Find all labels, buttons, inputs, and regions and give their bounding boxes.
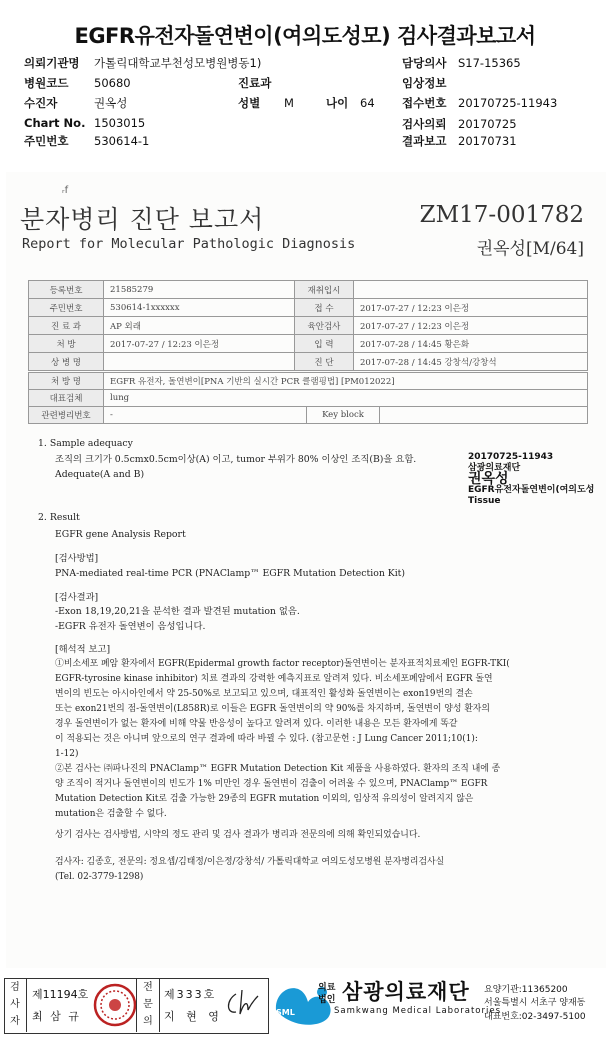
specialist-name: 지 현 영 [164,1010,223,1023]
method-heading: [검사방법] [55,553,99,564]
table-cell: 접 수 [294,299,353,317]
corp-tag-2: 법인 [318,995,336,1005]
corp-name: 삼광의료재단 [342,980,470,1004]
result-subtitle: EGFR gene Analysis Report [55,529,186,540]
paragraph-line: 양 조직이 적거나 돌연변이의 빈도가 1% 미만인 경우 돌연변이 검출이 어려울 수 있으며, PNAClamp™ EGFR [55,779,488,789]
tester-name: 최 삼 규 [32,1010,81,1023]
table-cell: 2017-07-27 / 12:23 이은정 [104,335,295,353]
table-cell: 입 력 [294,335,353,353]
table-row [29,373,588,390]
seal-icon [92,982,138,1028]
method-text: PNA-mediated real-time PCR (PNAClamp™ EGFR Mutation Detection Kit) [55,568,406,579]
signature-icon [222,986,262,1020]
adequacy-criteria: 조직의 크기가 0.5cmx0.5cm이상(A) 이고, tumor 부위가 80% 이상인 조직(B)을 요함. [55,454,417,465]
specialist-vertical-label [136,978,160,1032]
corp-name-en: Samkwang Medical Laboratories [334,1006,502,1016]
table-row [29,281,588,299]
section-result-title: 2. Result [38,512,80,523]
table-cell: 2017-07-28 / 14:45 황은화 [353,335,587,353]
result-line-2: -EGFR 유전자 돌연변이 음성입니다. [55,621,206,632]
table-row [29,335,588,353]
table-row [29,390,588,407]
report-title: EGFR유전자돌연변이(여의도성모) 검사결과보고서 [74,24,536,48]
corp-address: 서울특별시 서초구 양재동 [484,998,586,1008]
info-receipt-no: 접수번호 20170725-11943 [402,96,558,110]
info-doctor: 담당의사 S17-15365 [402,56,521,70]
signature [222,986,262,1024]
table-cell [380,407,588,424]
table-cell: 2017-07-27 / 12:23 이은정 [353,299,587,317]
table-cell: - [104,407,307,424]
info-patient: 수진자 권옥성 [24,96,128,110]
info-department: 진료과 [238,76,272,90]
table-row [29,317,588,335]
result-line-1: -Exon 18,19,20,21을 분석한 결과 발견된 mutation 없음. [55,606,300,617]
info-clinical: 임상정보 [402,76,447,90]
paragraph-line: EGFR-tyrosine kinase inhibitor) 치료 결과의 강력한 예측지표로 알려져 있다. 비소세포폐암에서 EGFR 돌연 [55,674,493,684]
table-cell: 21585279 [104,281,295,299]
interpretation-paragraph-1 [55,657,510,762]
tester-vertical-label [4,978,27,1032]
table-row [29,353,588,371]
meta-table [28,280,588,371]
corp-tag-1: 의료 [318,983,336,993]
interpretation-paragraph-2 [55,762,500,822]
table-cell [104,353,295,371]
table-cell: 처 방 [29,335,104,353]
label-test: EGFR유전자돌연변이(여의도성 [468,485,595,495]
table-row [29,407,588,424]
paragraph-line: 1-12) [55,749,79,759]
order-table [28,372,588,424]
info-hospital-code: 병원코드 50680 [24,76,131,90]
table-cell: 상 병 명 [29,353,104,371]
table-cell: 처 방 명 [29,373,104,390]
table-cell: 2017-07-27 / 12:23 이은정 [353,317,587,335]
interpretation-heading: [해석적 보고] [55,644,111,655]
table-cell: 재취입시 [294,281,353,299]
adequacy-result: Adequate(A and B) [55,469,145,480]
info-institution: 의뢰기관명 가톨릭대학교부천성모병원병동1) [24,56,262,70]
label-patient: 권옥성 [468,471,509,487]
info-resident-no: 주민번호 530614-1 [24,134,150,148]
table-cell: 관련병리번호 [29,407,104,424]
paragraph-line: ②본 검사는 ㈜파나진의 PNAClamp™ EGFR Mutation Detection Kit 제품을 사용하였다. 환자의 조직 내에 종 [55,764,501,774]
paragraph-line: 또는 exon21번의 점-돌연변이(L858R)로 이들은 EGFR 돌연변이의 약 90%를 차지하며, 돌연변이 양성 환자의 [55,704,490,714]
confirmation-statement: 상기 검사는 검사방법, 시약의 정도 관리 및 검사 결과가 병리과 전문의에 의해 확인되었습니다. [55,830,421,840]
paragraph-line: 변이의 빈도는 아시아인에서 약 25-50%로 보고되고 있으며, 대표적인 활성화 돌연변이는 exon19번의 결손 [55,689,473,699]
specimen-label [468,452,594,507]
specialist-license: 제333호 [164,988,217,1001]
info-request-date: 검사의뢰 20170725 [402,117,517,131]
specialist-label: 전문의 [143,982,153,1027]
table-cell: 대표검체 [29,390,104,407]
paragraph-line: 경우 돌연변이가 없는 환자에 비해 약물 반응성이 높다고 알려져 있다. 이러한 내용은 모든 환자에게 똑같 [55,719,458,729]
info-age: 나이 64 [326,96,375,110]
paragraph-line: Mutation Detection Kit로 검출 가능한 29종의 EGFR mutation 이외의, 임상적 유의성이 알려지지 않은 [55,794,474,804]
table-cell: 2017-07-28 / 14:45 강창석/강창석 [353,353,587,371]
paragraph-line: mutation은 검출할 수 없다. [55,809,167,819]
corp-phone: 대표번호:02-3497-5100 [484,1012,586,1022]
table-cell: 주민번호 [29,299,104,317]
tester-license: 제11194호 [32,988,89,1001]
staff-line: 검사자: 김종호, 전문의: 정요셉/김태정/이은정/강창석/ 가톨릭대학교 여의도성모병원 분자병리검사실 [55,857,445,867]
paragraph-line: 이 적용되는 것은 아니며 앞으로의 연구 결과에 따라 바뀔 수 있다. (참고문헌 : J Lung Cancer 2011;10(1): [55,734,478,744]
table-cell: Key block [307,407,380,424]
table-cell: EGFR 유전자, 돌연변이[PNA 기반의 실시간 PCR 클램핑법] [PM012022] [104,373,588,390]
report-number: ZM17-001782 [419,202,584,228]
table-cell: lung [104,390,588,407]
paragraph-line: ①비소세포 폐암 환자에서 EGFR(Epidermal growth factor receptor)돌연변이는 분자표적치료제인 EGFR-TKI( [55,659,510,669]
report-title-ko: 분자병리 진단 보고서 [20,205,265,234]
label-receipt: 20170725-11943 [468,452,554,462]
tester-label: 검사자 [10,982,20,1027]
info-report-date: 결과보고 20170731 [402,134,517,148]
info-sex: 성별 M [238,96,294,110]
section-adequacy-title: 1. Sample adequacy [38,438,133,449]
label-specimen: Tissue [468,496,501,506]
table-cell: AP 외래 [104,317,295,335]
phone-line: (Tel. 02-3779-1298) [55,872,144,882]
report-title-en: Report for Molecular Pathologic Diagnosis [22,236,356,252]
table-cell: 진 단 [294,353,353,371]
label-lab: 삼광의료재단 [468,463,521,473]
info-chart-no: Chart No. 1503015 [24,116,146,130]
report-patient: 권옥성[M/64] [476,239,584,259]
table-cell: 530614-1xxxxxx [104,299,295,317]
scan-mark: ᵣf [62,185,69,196]
table-cell: 진 료 과 [29,317,104,335]
table-cell [353,281,587,299]
table-cell: 등록번호 [29,281,104,299]
table-cell: 육안검사 [294,317,353,335]
logo-text: SML [276,1008,295,1017]
table-row [29,299,588,317]
corp-code: 요양기관:11365200 [484,985,568,995]
tester-seal [92,982,138,1032]
result-heading: [검사결과] [55,592,99,603]
